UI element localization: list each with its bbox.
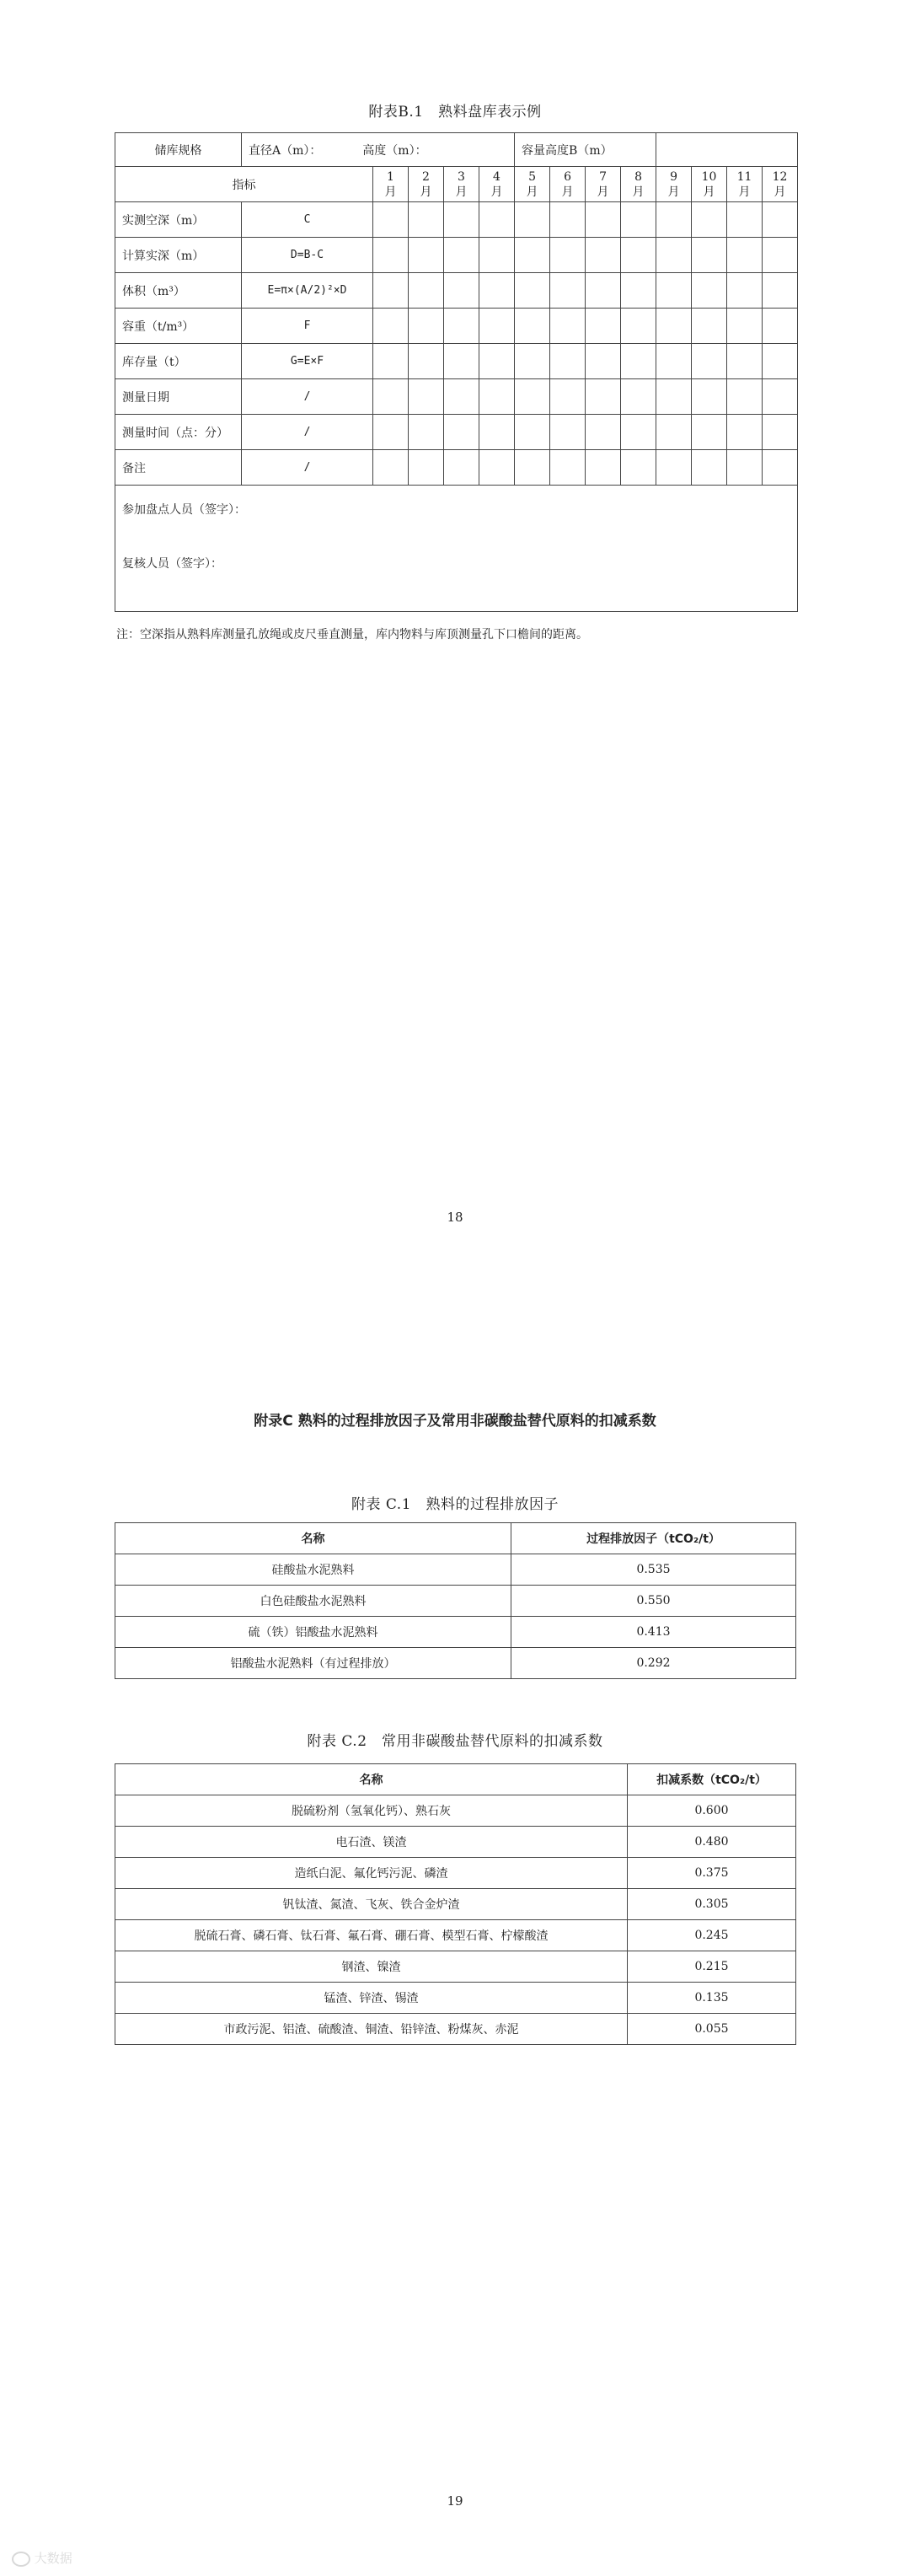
month-value-cell — [479, 450, 515, 486]
month-value-cell — [409, 238, 444, 273]
month-value-cell — [621, 415, 656, 450]
table-b1-note: 注：空深指从熟料库测量孔放绳或皮尺垂直测量，库内物料与库顶测量孔下口檐间的距离。 — [116, 628, 588, 641]
month-value-cell — [444, 273, 479, 309]
month-value-cell — [727, 379, 763, 415]
month-header: 10 月 — [692, 167, 727, 202]
diameter-height-cell — [242, 133, 515, 167]
c2-value-cell: 0.055 — [628, 2014, 796, 2045]
row-formula: D=B-C — [242, 238, 373, 273]
table-row — [115, 344, 798, 379]
table-row — [115, 309, 798, 344]
month-value-cell — [586, 238, 621, 273]
table-row — [115, 450, 798, 486]
table-row — [115, 1554, 796, 1586]
month-value-cell — [479, 379, 515, 415]
month-header: 1 月 — [373, 167, 409, 202]
deduction-coefficient-table — [115, 1763, 796, 2045]
month-value-cell — [373, 344, 409, 379]
c1-value-cell: 0.292 — [511, 1648, 796, 1679]
table-row — [115, 2014, 796, 2045]
c2-name-cell: 脱硫粉剂（氢氧化钙）、熟石灰 — [115, 1795, 628, 1827]
month-header: 5 月 — [515, 167, 550, 202]
month-value-cell — [550, 273, 586, 309]
month-value-cell — [621, 273, 656, 309]
process-emission-factor-table — [115, 1522, 796, 1679]
month-value-cell — [727, 202, 763, 238]
appendix-c-title: 附录C 熟料的过程排放因子及常用非碳酸盐替代原料的扣减系数 — [254, 1413, 656, 1430]
c2-name-cell: 造纸白泥、氟化钙污泥、磷渣 — [115, 1858, 628, 1889]
c2-value-cell: 0.375 — [628, 1858, 796, 1889]
month-value-cell — [586, 379, 621, 415]
month-value-cell — [444, 379, 479, 415]
month-value-cell — [586, 415, 621, 450]
month-value-cell — [550, 450, 586, 486]
month-value-cell — [621, 309, 656, 344]
c1-name-cell: 铝酸盐水泥熟料（有过程排放） — [115, 1648, 511, 1679]
row-label: 库存量（t） — [115, 344, 242, 379]
row-formula: F — [242, 309, 373, 344]
month-value-cell — [515, 238, 550, 273]
month-value-cell — [586, 202, 621, 238]
month-value-cell — [479, 202, 515, 238]
month-value-cell — [692, 415, 727, 450]
c2-value-cell: 0.135 — [628, 1983, 796, 2014]
month-value-cell — [444, 238, 479, 273]
month-value-cell — [515, 415, 550, 450]
c1-value-cell: 0.535 — [511, 1554, 796, 1586]
participants-signature-label: 参加盘点人员（签字）： — [122, 503, 246, 517]
table-row — [115, 415, 798, 450]
c2-header-value: 扣减系数（tCO₂/t） — [628, 1764, 796, 1795]
month-value-cell — [479, 238, 515, 273]
month-value-cell — [763, 309, 798, 344]
month-value-cell — [763, 238, 798, 273]
month-value-cell — [479, 415, 515, 450]
table-row — [115, 1617, 796, 1648]
row-formula: / — [242, 450, 373, 486]
month-value-cell — [692, 379, 727, 415]
diameter-label: 直径A（m）： — [249, 143, 322, 158]
month-header: 11 月 — [727, 167, 763, 202]
table-row — [115, 1827, 796, 1858]
row-label: 计算实深（m） — [115, 238, 242, 273]
month-value-cell — [763, 450, 798, 486]
table-row — [115, 1983, 796, 2014]
table-row — [115, 202, 798, 238]
table-row — [115, 1858, 796, 1889]
month-value-cell — [586, 273, 621, 309]
clinker-inventory-table — [115, 132, 798, 612]
month-value-cell — [550, 202, 586, 238]
row-label: 测量时间（点：分） — [115, 415, 242, 450]
month-value-cell — [373, 415, 409, 450]
c2-name-cell: 电石渣、镁渣 — [115, 1827, 628, 1858]
c1-header-value: 过程排放因子（tCO₂/t） — [511, 1523, 796, 1554]
month-value-cell — [763, 344, 798, 379]
month-value-cell — [409, 379, 444, 415]
table-c2-caption: 附表 C.2 常用非碳酸盐替代原料的扣减系数 — [307, 1733, 603, 1750]
c2-value-cell: 0.305 — [628, 1889, 796, 1920]
c1-header-name: 名称 — [115, 1523, 511, 1554]
table-row — [115, 1951, 796, 1983]
row-label: 实测空深（m） — [115, 202, 242, 238]
month-value-cell — [479, 309, 515, 344]
month-value-cell — [727, 415, 763, 450]
c2-name-cell: 锰渣、锌渣、锡渣 — [115, 1983, 628, 2014]
table-row — [115, 1586, 796, 1617]
month-value-cell — [763, 273, 798, 309]
c1-name-cell: 白色硅酸盐水泥熟料 — [115, 1586, 511, 1617]
c2-name-cell: 钒钛渣、氮渣、飞灰、铁合金炉渣 — [115, 1889, 628, 1920]
month-value-cell — [515, 273, 550, 309]
month-value-cell — [727, 273, 763, 309]
month-value-cell — [727, 238, 763, 273]
month-value-cell — [373, 379, 409, 415]
table-row — [115, 1795, 796, 1827]
month-value-cell — [550, 415, 586, 450]
c1-name-cell: 硅酸盐水泥熟料 — [115, 1554, 511, 1586]
month-value-cell — [692, 273, 727, 309]
month-header: 6 月 — [550, 167, 586, 202]
row-formula: G=E×F — [242, 344, 373, 379]
c2-name-cell: 脱硫石膏、磷石膏、钛石膏、氟石膏、硼石膏、模型石膏、柠檬酸渣 — [115, 1920, 628, 1951]
c1-name-cell: 硫（铁）铝酸盐水泥熟料 — [115, 1617, 511, 1648]
month-value-cell — [621, 379, 656, 415]
month-value-cell — [692, 450, 727, 486]
month-value-cell — [656, 344, 692, 379]
c1-value-cell: 0.550 — [511, 1586, 796, 1617]
page-number-18: 18 — [447, 1210, 463, 1225]
row-formula: / — [242, 415, 373, 450]
month-value-cell — [373, 309, 409, 344]
month-value-cell — [409, 344, 444, 379]
month-value-cell — [692, 309, 727, 344]
month-header: 3 月 — [444, 167, 479, 202]
month-value-cell — [656, 202, 692, 238]
page-number-19: 19 — [447, 2493, 463, 2509]
month-header: 7 月 — [586, 167, 621, 202]
month-value-cell — [444, 202, 479, 238]
table-c1-caption: 附表 C.1 熟料的过程排放因子 — [351, 1496, 559, 1513]
month-value-cell — [656, 238, 692, 273]
month-value-cell — [621, 344, 656, 379]
month-value-cell — [586, 450, 621, 486]
signature-cell — [115, 486, 798, 612]
month-value-cell — [692, 238, 727, 273]
table-row — [115, 1889, 796, 1920]
month-value-cell — [550, 344, 586, 379]
month-value-cell — [479, 344, 515, 379]
month-header: 8 月 — [621, 167, 656, 202]
month-value-cell — [515, 309, 550, 344]
table-b1-caption: 附表B.1 熟料盘库表示例 — [368, 104, 542, 121]
month-header: 4 月 — [479, 167, 515, 202]
capacity-height-value — [656, 133, 798, 167]
month-value-cell — [409, 309, 444, 344]
c2-value-cell: 0.245 — [628, 1920, 796, 1951]
month-value-cell — [550, 309, 586, 344]
month-header: 9 月 — [656, 167, 692, 202]
month-value-cell — [444, 450, 479, 486]
month-header: 2 月 — [409, 167, 444, 202]
month-value-cell — [763, 415, 798, 450]
reviewer-signature-label: 复核人员（签字）： — [122, 557, 222, 571]
month-value-cell — [586, 309, 621, 344]
table-row — [115, 1920, 796, 1951]
month-value-cell — [444, 415, 479, 450]
month-value-cell — [515, 202, 550, 238]
table-row — [115, 238, 798, 273]
c2-name-cell: 市政污泥、铝渣、硫酸渣、铜渣、铅锌渣、粉煤灰、赤泥 — [115, 2014, 628, 2045]
month-header-row — [115, 167, 798, 202]
indicator-header: 指标 — [115, 167, 373, 202]
month-value-cell — [409, 202, 444, 238]
month-value-cell — [656, 450, 692, 486]
month-value-cell — [550, 238, 586, 273]
c2-value-cell: 0.215 — [628, 1951, 796, 1983]
month-value-cell — [373, 202, 409, 238]
month-value-cell — [656, 273, 692, 309]
row-label: 测量日期 — [115, 379, 242, 415]
month-value-cell — [409, 273, 444, 309]
month-value-cell — [409, 415, 444, 450]
month-value-cell — [621, 450, 656, 486]
watermark: 大数据 — [12, 2549, 72, 2567]
month-value-cell — [727, 309, 763, 344]
row-label: 备注 — [115, 450, 242, 486]
month-value-cell — [763, 202, 798, 238]
c2-value-cell: 0.600 — [628, 1795, 796, 1827]
month-value-cell — [515, 379, 550, 415]
storage-spec-label: 储库规格 — [115, 133, 242, 167]
month-value-cell — [479, 273, 515, 309]
month-value-cell — [621, 202, 656, 238]
month-value-cell — [656, 379, 692, 415]
month-value-cell — [373, 273, 409, 309]
month-value-cell — [727, 450, 763, 486]
c2-name-cell: 钢渣、镍渣 — [115, 1951, 628, 1983]
month-value-cell — [763, 379, 798, 415]
capacity-height-label: 容量高度B（m） — [515, 133, 656, 167]
month-value-cell — [373, 238, 409, 273]
month-value-cell — [409, 450, 444, 486]
row-formula: C — [242, 202, 373, 238]
month-value-cell — [550, 379, 586, 415]
row-formula: / — [242, 379, 373, 415]
row-formula: E=π×(A/2)²×D — [242, 273, 373, 309]
month-value-cell — [621, 238, 656, 273]
c2-value-cell: 0.480 — [628, 1827, 796, 1858]
month-value-cell — [444, 344, 479, 379]
month-value-cell — [586, 344, 621, 379]
month-value-cell — [692, 344, 727, 379]
row-label: 体积（m³） — [115, 273, 242, 309]
c2-header-name: 名称 — [115, 1764, 628, 1795]
c1-value-cell: 0.413 — [511, 1617, 796, 1648]
watermark-logo-icon — [12, 2552, 30, 2567]
month-value-cell — [515, 344, 550, 379]
row-label: 容重（t/m³） — [115, 309, 242, 344]
month-value-cell — [515, 450, 550, 486]
month-value-cell — [373, 450, 409, 486]
height-label: 高度（m）： — [362, 143, 427, 158]
table-row — [115, 1648, 796, 1679]
month-value-cell — [656, 309, 692, 344]
table-row — [115, 379, 798, 415]
month-value-cell — [656, 415, 692, 450]
month-value-cell — [692, 202, 727, 238]
month-header: 12 月 — [763, 167, 798, 202]
month-value-cell — [444, 309, 479, 344]
month-value-cell — [727, 344, 763, 379]
table-row — [115, 273, 798, 309]
